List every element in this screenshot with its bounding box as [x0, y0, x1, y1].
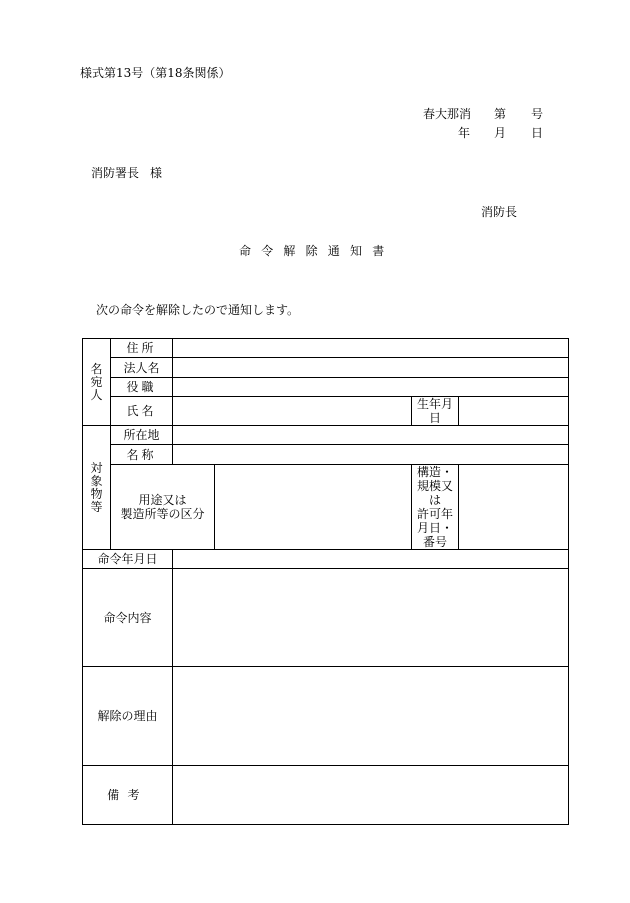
- structure-permit-value: [459, 465, 569, 550]
- person-name-label: 氏名: [111, 397, 173, 426]
- addressee-group-label: 名宛人: [83, 339, 111, 426]
- number-go-label: 号: [531, 107, 544, 121]
- recipient-honorific: 様: [150, 166, 163, 180]
- use-category-label: 用途又は 製造所等の区分: [111, 465, 215, 550]
- birth-date-value: [459, 397, 569, 426]
- designation-label: 名称: [111, 445, 173, 465]
- birth-date-label: 生年月日: [412, 397, 459, 426]
- location-value: [173, 426, 569, 445]
- designation-value: [173, 445, 569, 465]
- position-value: [173, 378, 569, 397]
- remarks-value: [173, 766, 569, 825]
- cancel-reason-value: [173, 667, 569, 766]
- position-label: 役職: [111, 378, 173, 397]
- recipient-name: 消防署長: [91, 166, 140, 180]
- order-date-label: 命令年月日: [83, 550, 173, 569]
- corporate-name-value: [173, 358, 569, 378]
- object-group-label: 対象物等: [83, 426, 111, 550]
- date-day-label: 日: [531, 126, 544, 140]
- issuing-office: 春大那消: [423, 107, 472, 121]
- cancel-reason-label: 解除の理由: [83, 667, 173, 766]
- document-title: 命令解除通知書: [239, 244, 395, 258]
- structure-permit-label: 構造・規模又は 許可年月日・番号: [412, 465, 459, 550]
- number-dai-label: 第: [494, 107, 507, 121]
- order-content-value: [173, 569, 569, 667]
- person-name-value: [173, 397, 412, 426]
- sender-title: 消防長: [481, 205, 518, 219]
- corporate-name-label: 法人名: [111, 358, 173, 378]
- form-number: 様式第13号（第18条関係）: [80, 66, 231, 80]
- date-month-label: 月: [494, 126, 507, 140]
- address-value: [173, 339, 569, 358]
- use-category-value: [215, 465, 412, 550]
- remarks-label: 備考: [83, 766, 173, 825]
- location-label: 所在地: [111, 426, 173, 445]
- address-label: 住所: [111, 339, 173, 358]
- order-cancellation-table: [82, 338, 569, 825]
- order-content-label: 命令内容: [83, 569, 173, 667]
- intro-text: 次の命令を解除したので通知します。: [96, 303, 300, 317]
- order-date-value: [173, 550, 569, 569]
- date-year-label: 年: [458, 126, 471, 140]
